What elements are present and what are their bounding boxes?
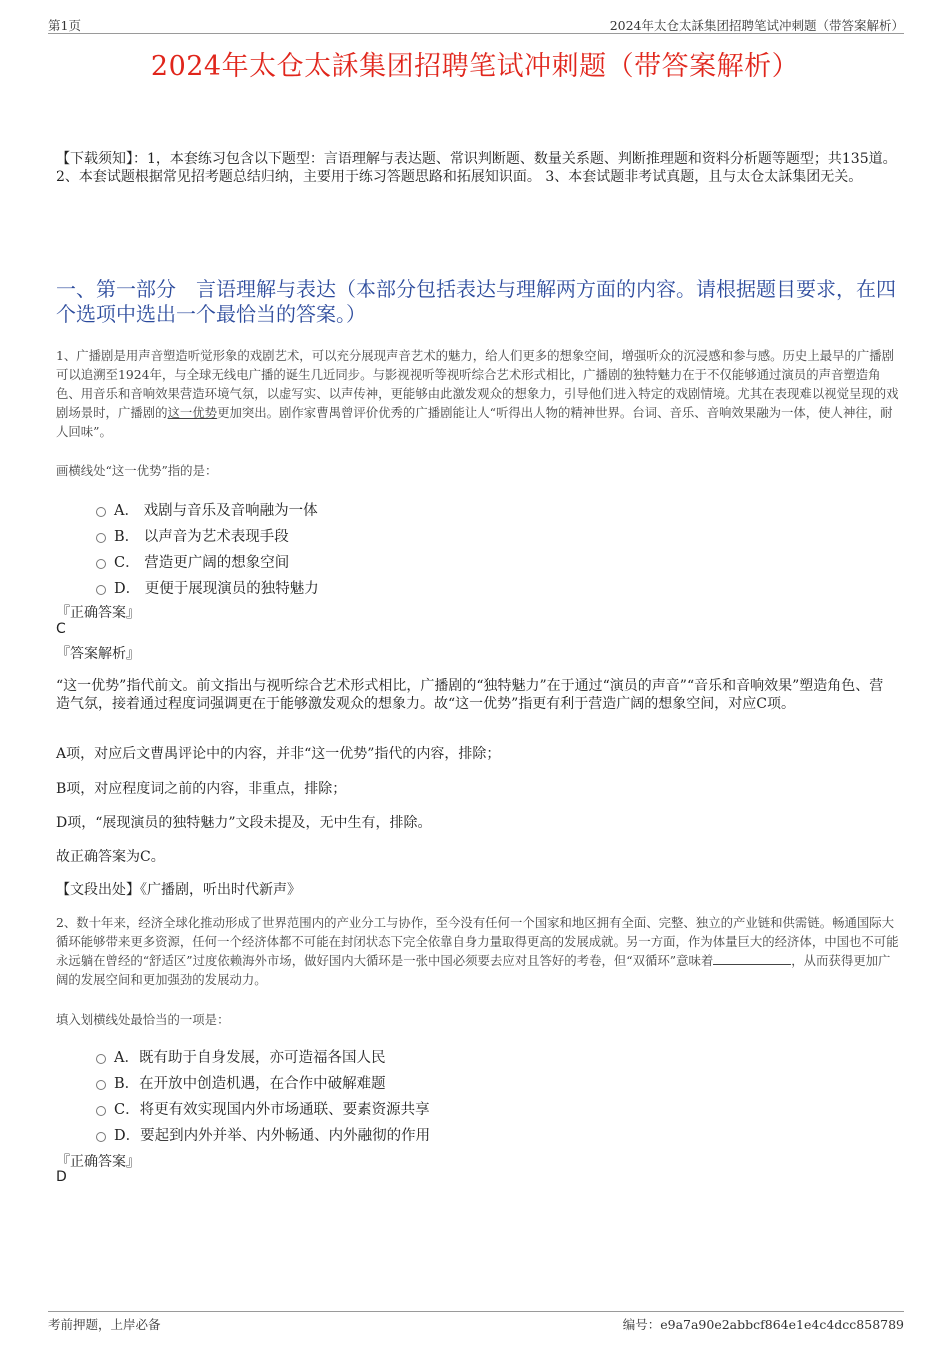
- question-1-option-b[interactable]: [96, 522, 796, 548]
- radio-icon[interactable]: [96, 559, 106, 569]
- option-label: C． 营造更广阔的想象空间: [114, 554, 290, 571]
- question-1-correct-value: C: [56, 621, 66, 637]
- radio-icon[interactable]: [96, 1106, 106, 1116]
- question-1-options: [96, 496, 796, 600]
- section-title: 一、第一部分 言语理解与表达（本部分包括表达与理解两方面的内容。请根据题目要求，在四个选项中选出一个最恰当的答案。）: [56, 277, 896, 326]
- question-2-text: [56, 913, 902, 989]
- radio-icon[interactable]: [96, 1080, 106, 1090]
- option-label: A．既有助于自身发展，亦可造福各国人民: [114, 1049, 386, 1066]
- question-2-option-c[interactable]: [96, 1095, 796, 1121]
- page-number: 第1页: [48, 18, 81, 33]
- page-footer: [48, 1311, 904, 1333]
- question-1-conclusion: 故正确答案为C。: [56, 849, 165, 865]
- header-doc-title: 2024年太仓太訸集团招聘笔试冲刺题（带答案解析）: [609, 18, 904, 33]
- question-1-explain-b: B项，对应程度词之前的内容，非重点，排除；: [56, 781, 347, 797]
- option-label: D． 更便于展现演员的独特魅力: [114, 580, 319, 597]
- option-label: B． 以声音为艺术表现手段: [114, 528, 289, 545]
- question-1-correct-label: 『正确答案』: [56, 605, 140, 621]
- question-2-prompt: 填入划横线处最恰当的一项是：: [56, 1012, 230, 1027]
- question-1-analysis: “这一优势”指代前文。前文指出与视听综合艺术形式相比，广播剧的“独特魅力”在于通过“演员的声音”“音乐和音响效果”塑造角色、营造气氛，接着通过程度词强调更在于能够激发观众的想象力。故“这一优势”指更有利于营造广阔的想象空间，对应C项。: [56, 678, 884, 712]
- page-title: 2024年太仓太訸集团招聘笔试冲刺题（带答案解析）: [150, 51, 800, 82]
- page-header: [48, 14, 904, 34]
- question-2-text-after: ，从而获得更加广阔的发展空间和更加强劲的发展动力。: [56, 953, 891, 987]
- radio-icon[interactable]: [96, 1054, 106, 1064]
- option-label: A． 戏剧与音乐及音响融为一体: [114, 502, 318, 519]
- question-1-option-c[interactable]: [96, 548, 796, 574]
- radio-icon[interactable]: [96, 585, 106, 595]
- question-1-text-before: 1、广播剧是用声音塑造听觉形象的戏剧艺术，可以充分展现声音艺术的魅力，给人们更多的想象空间，增强听众的沉浸感和参与感。历史上最早的广播剧可以追溯至1924年，与全球无线电广播的诞生几近同步。与影视视听等视听综合艺术形式相比，广播剧的独特魅力在于不仅能够通过演员的声音塑造角色、用音乐和音响效果营造环境气氛，以虚写实、以声传神，更能够由此激发观众的想象力，引导他们进入特定的戏剧情境。尤其在表现难以视觉呈现的戏剧场景时，广播剧的: [56, 348, 899, 420]
- question-2-option-a[interactable]: [96, 1043, 796, 1069]
- question-1-analysis-label: 『答案解析』: [56, 646, 140, 662]
- radio-icon[interactable]: [96, 507, 106, 517]
- footer-slogan: 考前押题，上岸必备: [48, 1317, 161, 1332]
- question-2-options: [96, 1043, 796, 1147]
- question-1-option-d[interactable]: [96, 574, 796, 600]
- option-label: C．将更有效实现国内外市场通联、要素资源共享: [114, 1101, 430, 1118]
- radio-icon[interactable]: [96, 1132, 106, 1142]
- question-2-correct-label: 『正确答案』: [56, 1154, 140, 1170]
- question-2-option-b[interactable]: [96, 1069, 796, 1095]
- question-1-option-a[interactable]: [96, 496, 796, 522]
- question-1-explain-d: D项，“展现演员的独特魅力”文段未提及，无中生有，排除。: [56, 815, 432, 831]
- question-2-text-before: 2、数十年来，经济全球化推动形成了世界范围内的产业分工与协作，至今没有任何一个国家和地区拥有全面、完整、独立的产业链和供需链。畅通国际大循环能够带来更多资源，任何一个经济体都不可能在封闭状态下完全依靠自身力量取得更高的发展成就。另一方面，作为体量巨大的经济体，中国也不可能永远躺在曾经的“舒适区”过度依赖海外市场，做好国内大循环是一张中国必须要去应对且答好的考卷，但“双循环”意味着: [56, 915, 899, 968]
- question-1-prompt: 画横线处“这一优势”指的是：: [56, 463, 218, 478]
- question-2-correct-value: D: [56, 1169, 67, 1185]
- option-label: B．在开放中创造机遇，在合作中破解难题: [114, 1075, 386, 1092]
- question-2-blank: [713, 952, 791, 965]
- question-1-source: 【文段出处】《广播剧，听出时代新声》: [56, 882, 301, 898]
- question-1-text-after: 更加突出。剧作家曹禺曾评价优秀的广播剧能让人“听得出人物的精神世界。台词、音乐、音响效果融为一体，使人神往，耐人回味”。: [56, 405, 893, 439]
- question-1-underlined: 这一优势: [167, 405, 218, 420]
- footer-doc-id: 编号：e9a7a90e2abbcf864e1e4c4dcc858789: [622, 1317, 904, 1332]
- download-notice: 【下载须知】：1，本套练习包含以下题型：言语理解与表达题、常识判断题、数量关系题、判断推理题和资料分析题等题型；共135道。 2、本套试题根据常见招考题总结归纳，主要用于练习答题思路和拓展知识面。 3、本套试题非考试真题，且与太仓太訸集团无关。: [56, 151, 897, 185]
- radio-icon[interactable]: [96, 533, 106, 543]
- question-1-explain-a: A项，对应后文曹禺评论中的内容，并非“这一优势”指代的内容，排除；: [56, 746, 501, 762]
- question-2-option-d[interactable]: [96, 1121, 796, 1147]
- option-label: D．要起到内外并举、内外畅通、内外融彻的作用: [114, 1127, 431, 1144]
- question-1-text: [56, 346, 902, 441]
